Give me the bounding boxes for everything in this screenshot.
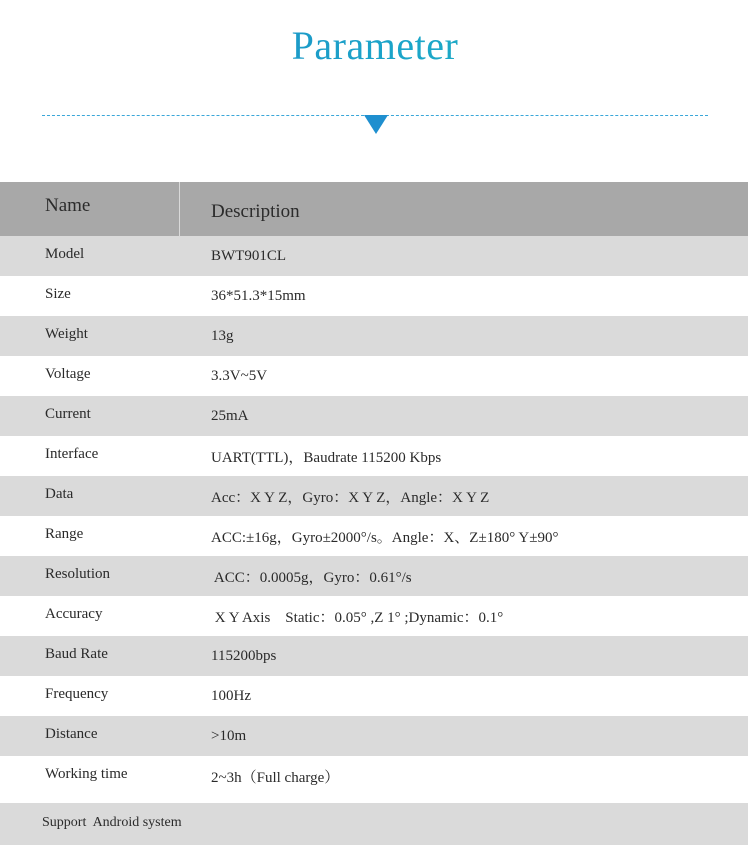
row-name: Baud Rate [45,645,108,662]
table-row [0,716,748,756]
row-name: Resolution [45,565,111,582]
row-value: ACC：0.0005g，Gyro：0.61°/s [211,569,412,586]
row-name: Interface [45,445,99,462]
support-footer [0,803,748,845]
table-row [0,316,748,356]
header-name-cell [0,182,180,236]
triangle-down-icon [364,115,388,134]
row-value: Acc：X Y Z，Gyro：X Y Z，Angle：X Y Z [211,489,490,506]
table-row [0,676,748,716]
row-value: 36*51.3*15mm [211,287,306,304]
table-row [0,396,748,436]
row-value: 115200bps [211,647,277,664]
table-row [0,556,748,596]
row-name: Size [45,285,71,302]
header-name-label: Name [45,195,91,216]
table-row [0,596,748,636]
table-row [0,636,748,676]
table-row [0,276,748,316]
row-name: Working time [45,765,128,782]
row-name: Model [45,245,85,262]
row-name: Accuracy [45,605,103,622]
parameter-table [0,182,748,796]
row-name: Frequency [45,685,109,702]
row-value: X Y Axis Static：0.05° ,Z 1° ;Dynamic：0.1° [211,609,504,626]
row-name: Range [45,525,84,542]
row-value: 2~3h（Full charge） [211,769,340,786]
header-description-label: Description [211,201,300,222]
table-row [0,436,748,476]
table-row [0,516,748,556]
table-header [0,182,748,236]
row-value: BWT901CL [211,247,286,264]
table-row [0,236,748,276]
support-text: Support Android system [42,815,182,830]
row-value: 3.3V~5V [211,367,268,384]
header-description-cell [180,198,748,220]
row-value: >10m [211,727,247,744]
row-value: 25mA [211,407,249,424]
row-name: Voltage [45,365,91,382]
row-value: 13g [211,327,234,344]
row-name: Weight [45,325,88,342]
row-value: 100Hz [211,687,251,704]
table-row [0,356,748,396]
row-value: ACC:±16g，Gyro±2000°/s。Angle：X、Z±180° Y±90° [211,529,559,546]
row-value: UART(TTL)，Baudrate 115200 Kbps [211,449,442,466]
page-title: Parameter [0,22,750,69]
table-row [0,476,748,516]
row-name: Data [45,485,74,502]
row-name: Distance [45,725,98,742]
table-row [0,756,748,796]
row-name: Current [45,405,91,422]
